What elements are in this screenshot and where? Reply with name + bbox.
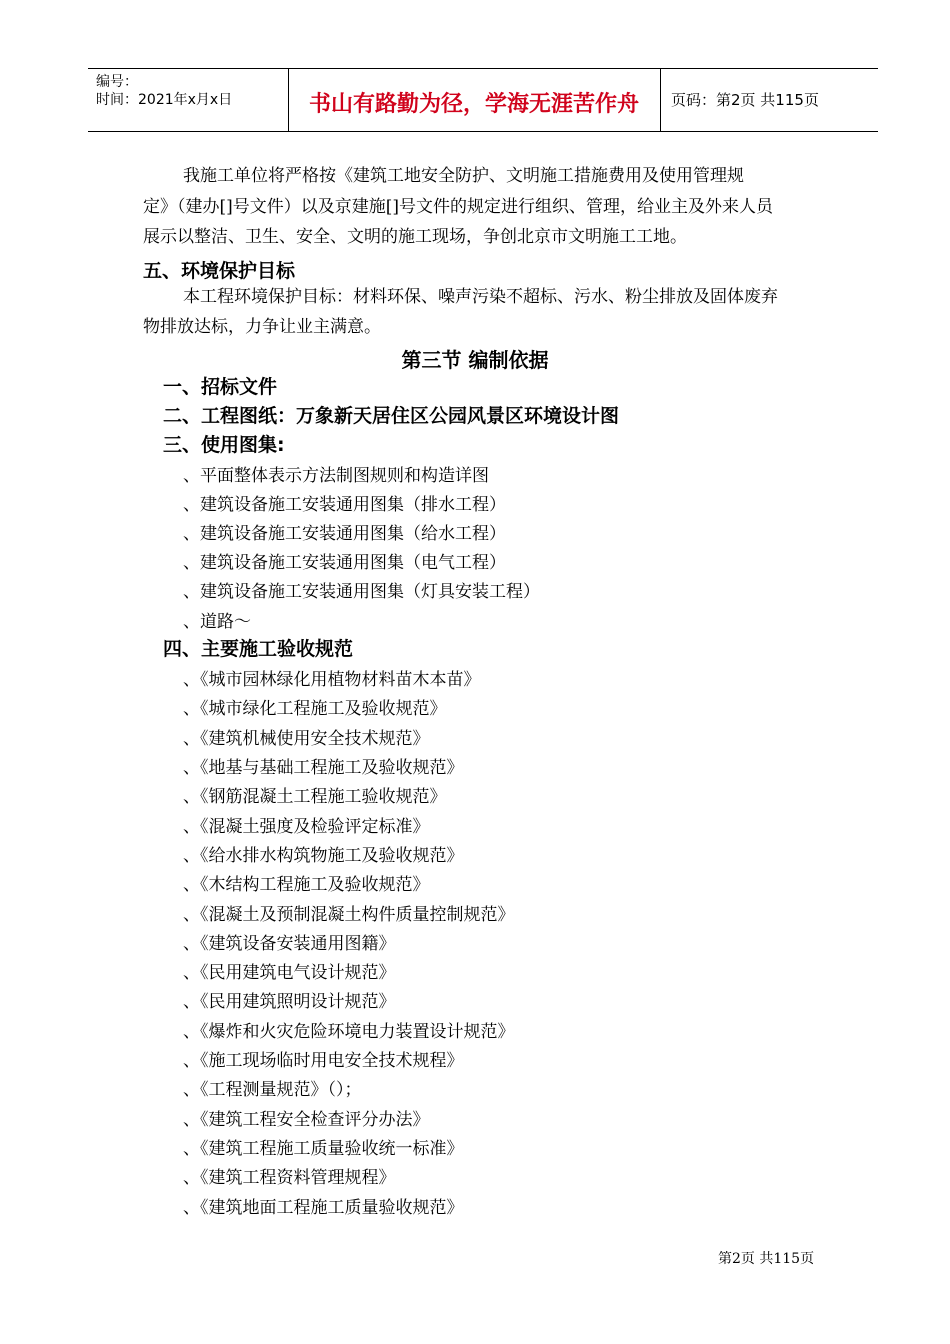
header-motto: 书山有路勤为径，学海无涯苦作舟 — [308, 92, 639, 117]
env-line-2: 物排放达标，力争让业主满意。 — [143, 317, 381, 337]
spec-item: 、《建筑工程资料管理规程》 — [183, 1168, 396, 1188]
atlas-item: 、道路～ — [183, 612, 251, 632]
intro-line-2: 定》（建办[]号文件）以及京建施[]号文件的规定进行组织、管理，给业主及外来人员 — [143, 197, 774, 217]
atlas-item: 、建筑设备施工安装通用图集（电气工程） — [183, 553, 506, 573]
spec-item: 、《钢筋混凝土工程施工验收规范》 — [183, 787, 447, 807]
intro-line-3: 展示以整洁、卫生、安全、文明的施工现场，争创北京市文明施工工地。 — [143, 227, 687, 247]
atlas-item: 、建筑设备施工安装通用图集（灯具安装工程） — [183, 582, 540, 602]
spec-item: 、《木结构工程施工及验收规范》 — [183, 875, 430, 895]
header-meta-cell — [88, 69, 289, 131]
page-footer: 第2页 共115页 — [718, 1251, 815, 1267]
spec-item: 、《建筑机械使用安全技术规范》 — [183, 729, 430, 749]
subheading-2: 二、工程图纸：万象新天居住区公园风景区环境设计图 — [163, 405, 620, 427]
atlas-item: 、建筑设备施工安装通用图集（给水工程） — [183, 524, 506, 544]
section-title: 第三节 编制依据 — [401, 348, 549, 372]
subheading-1: 一、招标文件 — [163, 376, 278, 398]
atlas-item: 、建筑设备施工安装通用图集（排水工程） — [183, 495, 506, 515]
spec-item: 、《建筑地面工程施工质量验收规范》 — [183, 1198, 464, 1218]
spec-item: 、《建筑设备安装通用图籍》 — [183, 934, 396, 954]
spec-item: 、《民用建筑照明设计规范》 — [183, 992, 396, 1012]
spec-item: 、《混凝土及预制混凝土构件质量控制规范》 — [183, 905, 515, 925]
spec-item: 、《工程测量规范》（）； — [183, 1080, 362, 1100]
subheading-3: 三、使用图集: — [163, 434, 285, 456]
subheading-4: 四、主要施工验收规范 — [163, 638, 354, 660]
intro-line-1: 我施工单位将严格按《建筑工地安全防护、文明施工措施费用及使用管理规 — [183, 166, 744, 186]
spec-item: 、《混凝土强度及检验评定标准》 — [183, 817, 430, 837]
spec-item: 、《建筑工程施工质量验收统一标准》 — [183, 1139, 464, 1159]
spec-item: 、《地基与基础工程施工及验收规范》 — [183, 758, 464, 778]
page-header — [88, 68, 878, 132]
spec-item: 、《城市绿化工程施工及验收规范》 — [183, 699, 447, 719]
header-motto-cell — [288, 69, 661, 131]
spec-item: 、《城市园林绿化用植物材料苗木本苗》 — [183, 670, 481, 690]
spec-item: 、《给水排水构筑物施工及验收规范》 — [183, 846, 464, 866]
header-page-cell — [661, 69, 878, 131]
atlas-item: 、平面整体表示方法制图规则和构造详图 — [183, 466, 489, 486]
header-date: 时间：2021年x月x日 — [96, 92, 233, 108]
env-heading: 五、环境保护目标 — [143, 260, 296, 282]
env-line-1: 本工程环境保护目标：材料环保、噪声污染不超标、污水、粉尘排放及固体废弃 — [183, 287, 778, 307]
spec-item: 、《施工现场临时用电安全技术规程》 — [183, 1051, 464, 1071]
spec-item: 、《民用建筑电气设计规范》 — [183, 963, 396, 983]
header-page-code: 页码：第2页 共115页 — [671, 91, 819, 109]
spec-item: 、《建筑工程安全检查评分办法》 — [183, 1110, 430, 1130]
spec-item: 、《爆炸和火灾危险环境电力装置设计规范》 — [183, 1022, 515, 1042]
header-number: 编号： — [96, 74, 138, 90]
